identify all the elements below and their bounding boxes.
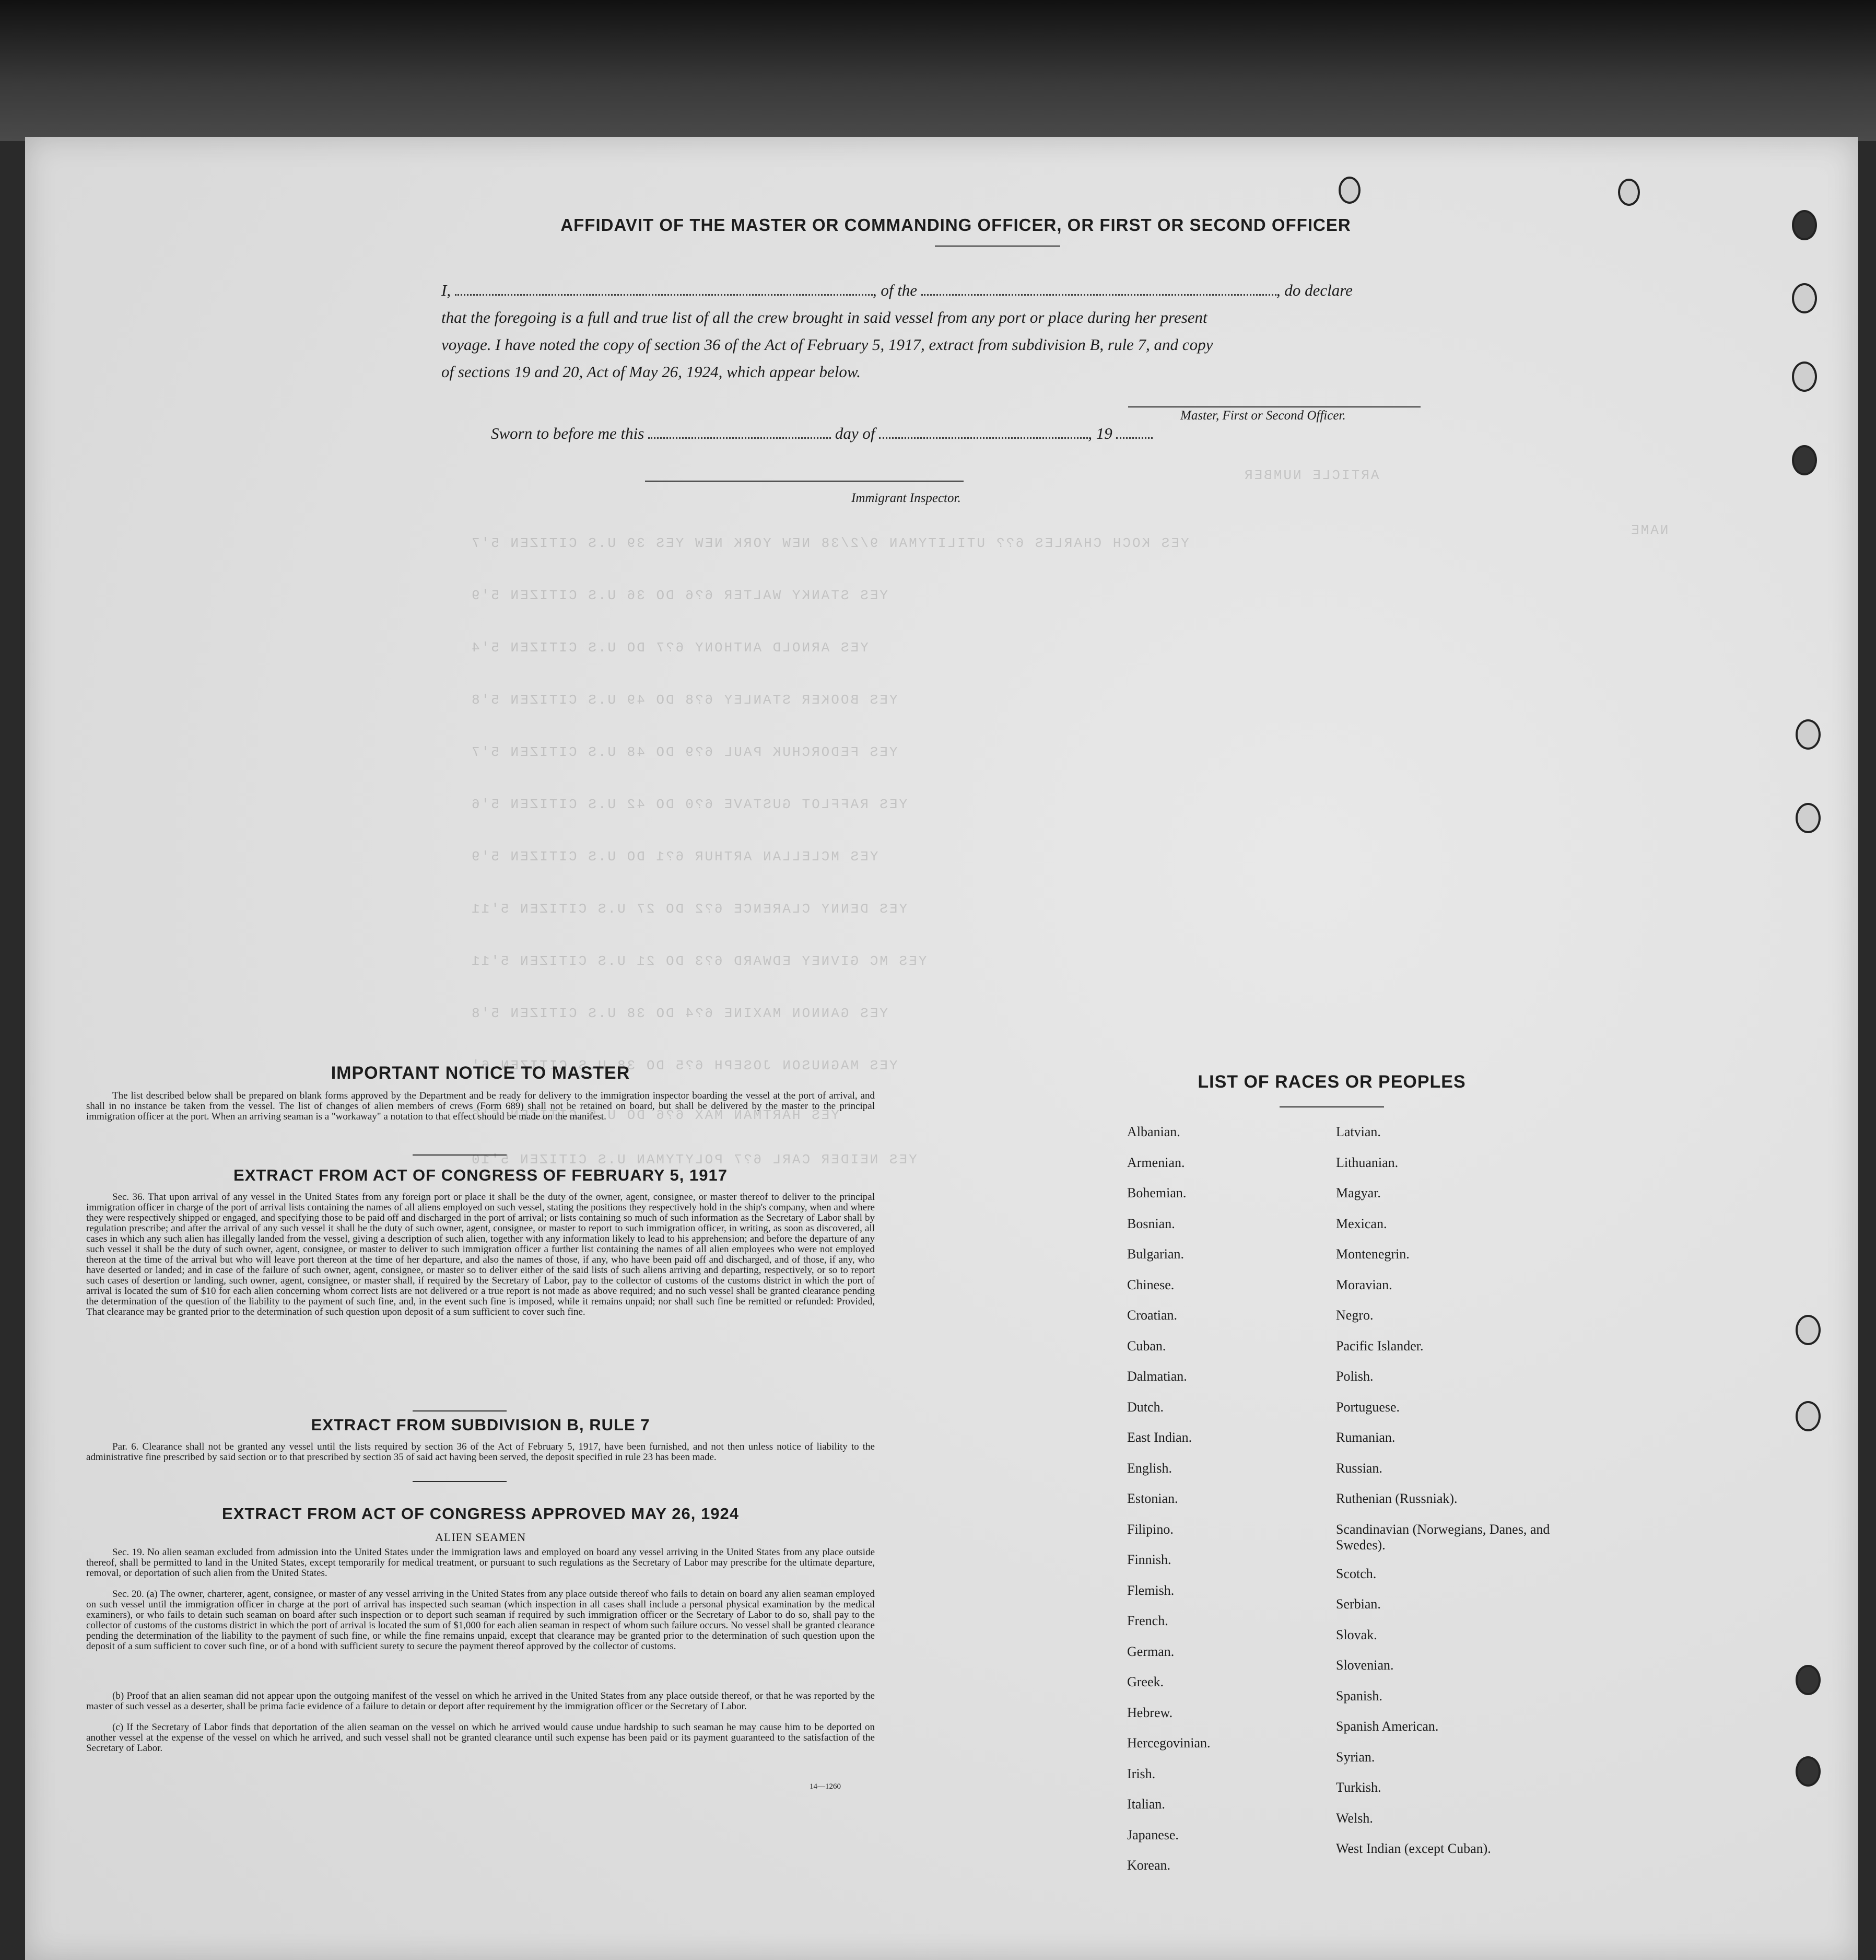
- bleed-through-header: ARTICLE NUMBER: [1243, 468, 1379, 483]
- punch-hole-icon: [1618, 179, 1640, 206]
- bleed-through-row: YES RAFFLOT GUSTAVE 6?0 DO 42 U.S CITIZEN 5'6: [470, 797, 908, 812]
- extract-1924-sec-20a: Sec. 20. (a) The owner, charterer, agent, consignee, or master of any vessel arriving in the United States from any place outside thereof who fails to detain on board any alien seaman employed on such vessel until the immigration officer in charge at the port of arrival has inspected such seaman (which inspection in all cases shall include a personal physical examination by the medical examiners), or who fails to detain such seaman on board after such inspection or to deport such seaman if required by such immigration officer or the Secretary of Labor to do so, shall pay to the collector of customs of the customs district in which the port of arrival is located the sum of $1,000 for each alien seaman in respect of whom such failure occurs. No vessel shall be granted clearance pending the determination of the liability to the payment of such fine, or while the fine remains unpaid, except that clearance may be granted prior to the determination of such question upon the deposit of a sum sufficient to cover such fine, or of a bond with sufficient surety to secure the payment thereof approved by the collector of customs.: [86, 1589, 875, 1652]
- divider: [413, 1481, 507, 1482]
- race-item: Polish.: [1336, 1369, 1374, 1384]
- race-item: Chinese.: [1127, 1277, 1175, 1292]
- bleed-through-row: YES NEIDER CARL 6?7 POLYTYMAN U.S CITIZEN 5'10: [470, 1152, 917, 1168]
- race-item: Hercegovinian.: [1127, 1735, 1211, 1751]
- bleed-through-header: NAME: [1629, 522, 1669, 538]
- sworn-year-field[interactable]: [1116, 425, 1153, 439]
- race-item: Estonian.: [1127, 1491, 1178, 1506]
- race-item: Serbian.: [1336, 1596, 1381, 1612]
- race-item: Flemish.: [1127, 1582, 1175, 1598]
- punch-hole-icon: [1792, 361, 1817, 392]
- bleed-through-row: YES HARTMAN MAX 6?6 DO U.S CITIZEN 5'6: [470, 1107, 839, 1123]
- race-item: West Indian (except Cuban).: [1336, 1841, 1491, 1856]
- punch-hole-icon: [1796, 1665, 1821, 1695]
- vessel-name-field[interactable]: [921, 282, 1276, 296]
- race-item: Armenian.: [1127, 1154, 1185, 1170]
- race-item: East Indian.: [1127, 1430, 1192, 1445]
- sworn-day-field[interactable]: [648, 425, 831, 439]
- punch-hole-icon: [1796, 719, 1821, 750]
- day-of-text: day of: [835, 424, 875, 442]
- extract-1924-title: EXTRACT FROM ACT OF CONGRESS APPROVED MAY 26, 1924: [222, 1504, 739, 1523]
- affidavit-i: I,: [441, 281, 451, 299]
- year-text: , 19: [1088, 424, 1112, 442]
- affidavit-line-2: voyage. I have noted the copy of section 36 of the Act of February 5, 1917, extract from subdivision B, rule 7, and copy: [441, 335, 1213, 354]
- affidavit-body: [441, 277, 1455, 386]
- punch-hole-icon: [1792, 210, 1817, 240]
- race-item: Bulgarian.: [1127, 1246, 1185, 1262]
- race-item: Slovak.: [1336, 1627, 1377, 1642]
- sworn-text: Sworn to before me this: [491, 424, 644, 442]
- race-item: Scandinavian (Norwegians, Danes, and Swedes).: [1336, 1521, 1550, 1553]
- race-item: Bosnian.: [1127, 1216, 1175, 1231]
- master-name-field[interactable]: [455, 282, 873, 296]
- race-item: Russian.: [1336, 1460, 1382, 1476]
- race-item: Filipino.: [1127, 1521, 1174, 1537]
- race-item: Rumanian.: [1336, 1430, 1396, 1445]
- race-item: Italian.: [1127, 1796, 1165, 1812]
- punch-hole-icon: [1796, 1756, 1821, 1787]
- punch-hole-icon: [1796, 803, 1821, 833]
- race-item: English.: [1127, 1460, 1172, 1476]
- bleed-through-row: YES FEDORCHUK PAUL 6?9 DO 48 U.S CITIZEN 5'7: [470, 744, 898, 760]
- race-item: Cuban.: [1127, 1338, 1166, 1354]
- bleed-through-row: YES MCLELLAN ARTHUR 6?1 DO U.S CITIZEN 5'9: [470, 849, 878, 865]
- race-item: Albanian.: [1127, 1124, 1180, 1139]
- races-column-2: [1336, 1124, 1576, 1872]
- affidavit-do-declare: , do declare: [1276, 281, 1353, 299]
- race-item: Korean.: [1127, 1858, 1171, 1873]
- race-item: Hebrew.: [1127, 1705, 1173, 1720]
- document-sheet: [25, 137, 1858, 1960]
- races-title: LIST OF RACES OR PEOPLES: [1198, 1072, 1466, 1092]
- race-item: Magyar.: [1336, 1185, 1381, 1200]
- punch-hole-icon: [1796, 1315, 1821, 1345]
- sworn-line: [491, 424, 1153, 443]
- race-item: Croatian.: [1127, 1308, 1178, 1323]
- extract-1924-sec-20b: (b) Proof that an alien seaman did not appear upon the outgoing manifest of the vessel on which he arrived in the United States from any place outside thereof, or that he was reported by the master of such vessel as a deserter, shall be prima facie evidence of a failure to detain or deport after requirement by the immigration officer or the Secretary of Labor.: [86, 1690, 875, 1712]
- punch-hole-icon: [1796, 1401, 1821, 1431]
- notice-text: The list described below shall be prepared on blank forms approved by the Department and be ready for delivery to the immigration inspector boarding the vessel at the port of arrival, and shall in no instance be taken from the vessel. The list of changes of alien members of crews (Form 689) shall not be retained on board, but shall be delivered by the master to the principal immigration officer at the port. When an arriving seaman is a "workaway" a notation to that effect should be made on the manifest.: [86, 1090, 875, 1122]
- extract-1924-sec-20c: (c) If the Secretary of Labor finds that deportation of the alien seaman on the vessel on which he arrived would cause undue hardship to such seaman he may cause him to be deported on another vessel at the expense of the vessel on which he arrived, and such vessel shall not be granted clearance until such expense has been paid or its payment guaranteed to the satisfaction of the Secretary of Labor.: [86, 1722, 875, 1754]
- bleed-through-row: YES ARNOLD ANTHONY 6?7 DO U.S CITIZEN 5'4: [470, 640, 869, 656]
- race-item: Turkish.: [1336, 1780, 1381, 1795]
- race-item: Dalmatian.: [1127, 1369, 1187, 1384]
- bleed-through-row: YES MAGNUSON JOSEPH 6?5 DO 38 U.S CITIZEN 6': [470, 1058, 898, 1074]
- affidavit-title: AFFIDAVIT OF THE MASTER OR COMMANDING OFFICER, OR FIRST OR SECOND OFFICER: [560, 215, 1351, 235]
- race-item: Mexican.: [1336, 1216, 1387, 1231]
- master-signature-line[interactable]: [1128, 406, 1421, 407]
- race-item: Latvian.: [1336, 1124, 1381, 1139]
- extract-1917-text: Sec. 36. That upon arrival of any vessel in the United States from any foreign port or place it shall be the duty of the owner, agent, consignee, or master thereof to deliver to the principal immigration officer in charge of the port of arrival lists containing the names of all aliens employed on such vessel, stating the positions they respectively hold in the ship's company, when and where they were respectively shipped or engaged, and specifying those to be paid off and discharged in the port of arrival; or lists containing so much of such information as the Secretary of Labor shall by regulation prescribe; and after the arrival of any such vessel it shall be the duty of such owner, agent, consignee, or master to report to such immigration officer, in writing, as soon as discovered, all cases in which any such alien has illegally landed from the vessel, giving a description of such alien, together with any information likely to lead to his apprehension; and before the departure of any such vessel it shall be the duty of such owner, agent, consignee, or master to deliver to such immigration officer a further list containing the names of all alien employees who were not employed thereon at the time of the arrival but who will leave port thereon at the time of her departure, and also the names of those, if any, who have been paid off and discharged, and of those, if any, who have deserted or landed; and in case of the failure of such owner, agent, consignee, or master so to deliver either of the said lists of such aliens arriving and departing, respectively, or so to report such cases of desertion or landing, such owner, agent, consignee, or master shall, if required by the Secretary of Labor, pay to the collector of customs of the customs district in which the port of arrival is located the sum of $10 for each alien concerning whom correct lists are not delivered or a true report is not made as above required; and no such vessel shall be granted clearance pending the determination of the question of the liability to the payment of such fine, and, in the event such fine is imposed, while it remains unpaid; nor shall such fine be remitted or refunded: Provided, That clearance may be granted prior to the determination of such question upon deposit of a sum sufficient to cover such fine.: [86, 1192, 875, 1317]
- race-item: French.: [1127, 1613, 1168, 1628]
- sworn-month-field[interactable]: [879, 425, 1088, 439]
- race-item: Portuguese.: [1336, 1399, 1400, 1415]
- rule-7-text: Par. 6. Clearance shall not be granted any vessel until the lists required by section 36 of the Act of February 5, 1917, have been furnished, and not then unless notice of liability to the administrative fine prescribed by said section or to that prescribed by section 35 of said act having been served, the deposit specified in rule 23 has been made.: [86, 1441, 875, 1463]
- affidavit-line-3: of sections 19 and 20, Act of May 26, 1924, which appear below.: [441, 363, 861, 381]
- race-item: Finnish.: [1127, 1552, 1171, 1567]
- race-item: Moravian.: [1336, 1277, 1392, 1292]
- race-item: Spanish.: [1336, 1688, 1382, 1704]
- extract-1924-sec-19: Sec. 19. No alien seaman excluded from admission into the United States under the immigration laws and employed on board any vessel arriving in the United States from any place outside thereof, shall be permitted to land in the United States, except temporarily for medical treatment, or pursuant to such regulations as the Secretary of Labor may prescribe for the ultimate departure, removal, or deportation of such alien from the United States.: [86, 1547, 875, 1579]
- notice-title: IMPORTANT NOTICE TO MASTER: [331, 1063, 630, 1083]
- form-number: 14—1260: [810, 1782, 841, 1791]
- race-item: Irish.: [1127, 1766, 1156, 1781]
- race-item: Bohemian.: [1127, 1185, 1187, 1200]
- bleed-through-row: YES BOOKER STANLEY 6?8 DO 49 U.S CITIZEN 5'8: [470, 692, 898, 708]
- punch-hole-icon: [1339, 177, 1361, 204]
- race-item: Dutch.: [1127, 1399, 1164, 1415]
- race-item: Ruthenian (Russniak).: [1336, 1491, 1458, 1506]
- divider: [1280, 1106, 1384, 1107]
- rule-7-title: EXTRACT FROM SUBDIVISION B, RULE 7: [311, 1416, 650, 1434]
- races-column-1: [1127, 1124, 1326, 1888]
- race-item: Syrian.: [1336, 1749, 1375, 1765]
- inspector-signature-line[interactable]: [645, 481, 964, 482]
- race-item: Pacific Islander.: [1336, 1338, 1424, 1354]
- punch-hole-icon: [1792, 283, 1817, 313]
- title-rule: [935, 246, 1060, 247]
- race-item: Japanese.: [1127, 1827, 1179, 1842]
- race-item: Lithuanian.: [1336, 1154, 1399, 1170]
- bleed-through-row: YES GANNON MAXINE 6?4 DO 38 U.S CITIZEN 5'8: [470, 1006, 888, 1021]
- extract-1917-title: EXTRACT FROM ACT OF CONGRESS OF FEBRUARY 5, 1917: [233, 1166, 728, 1184]
- race-item: Negro.: [1336, 1308, 1374, 1323]
- race-item: Welsh.: [1336, 1810, 1373, 1826]
- race-item: Spanish American.: [1336, 1719, 1439, 1734]
- race-item: Greek.: [1127, 1674, 1164, 1689]
- bleed-through-row: YES STANKY WALTER 6?6 DO 36 U.S CITIZEN 5'9: [470, 588, 888, 603]
- signature-label: Master, First or Second Officer.: [1180, 409, 1346, 423]
- race-item: Scotch.: [1336, 1566, 1377, 1581]
- bleed-through-row: YES DENNY CLARENCE 6?2 DO 27 U.S CITIZEN 5'11: [470, 901, 908, 917]
- bleed-through-row: YES MC GIVNEY EDWARD 6?3 DO 21 U.S CITIZEN 5'11: [470, 953, 927, 969]
- punch-hole-icon: [1792, 445, 1817, 475]
- divider: [413, 1410, 507, 1411]
- race-item: German.: [1127, 1643, 1175, 1659]
- race-item: Slovenian.: [1336, 1658, 1394, 1673]
- race-item: Montenegrin.: [1336, 1246, 1410, 1262]
- alien-seamen-subtitle: ALIEN SEAMEN: [435, 1531, 526, 1544]
- scanner-background-top: [0, 0, 1876, 141]
- bleed-through-row: YES KOCH CHARLES 6?? UTILITYMAN 9/2/38 NEW YORK NEW YES 39 U.S CITIZEN 5'7: [470, 535, 1189, 551]
- inspector-label: Immigrant Inspector.: [851, 491, 961, 505]
- divider: [413, 1154, 507, 1156]
- affidavit-of-the: , of the: [872, 281, 918, 299]
- affidavit-line-1: that the foregoing is a full and true list of all the crew brought in said vessel from any port or place during her present: [441, 308, 1207, 326]
